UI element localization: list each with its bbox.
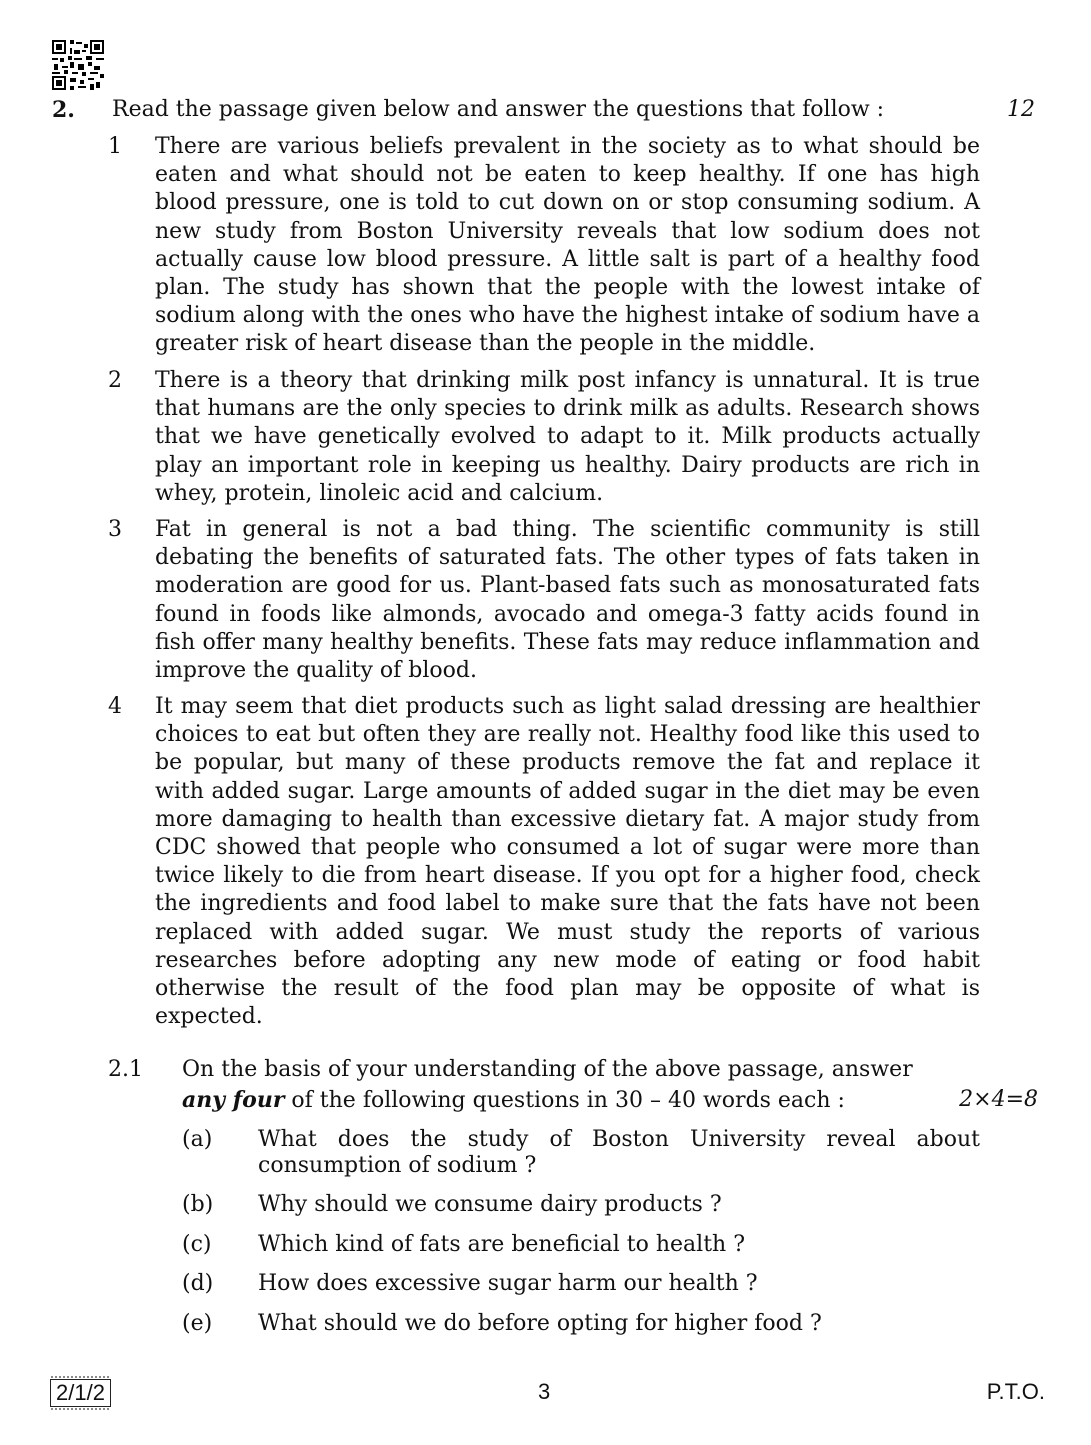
passage-paragraph-3	[108, 516, 980, 685]
subquestion-emphasis: any four	[182, 1087, 285, 1113]
option-text: How does excessive sugar harm our health ?	[258, 1271, 758, 1296]
subquestion-text	[182, 1055, 980, 1116]
option-c	[182, 1232, 980, 1258]
option-text: What should we do before opting for higher food ?	[258, 1311, 822, 1336]
paragraph-number: 1	[108, 134, 122, 159]
option-label: (a)	[182, 1127, 213, 1152]
option-text: Why should we consume dairy products ?	[258, 1192, 722, 1217]
question-intro: Read the passage given below and answer the questions that follow :	[112, 97, 885, 122]
option-label: (d)	[182, 1271, 214, 1296]
option-d	[182, 1271, 980, 1297]
option-text: Which kind of fats are beneficial to health ?	[258, 1232, 746, 1257]
option-b	[182, 1192, 980, 1218]
subquestion-text-before: On the basis of your understanding of the above passage, answer	[182, 1057, 913, 1082]
paragraph-text: There is a theory that drinking milk post infancy is unnatural. It is true that humans are the only species to drink milk as adults. Research shows that we have genetically evolved to adapt to it. Milk products actually play an important role in keeping us healthy. Dairy products are rich in whey, protein, linoleic acid and calcium.	[155, 368, 980, 506]
passage-paragraph-1	[108, 133, 980, 359]
subquestion	[108, 1055, 1038, 1116]
subquestion-number: 2.1	[108, 1057, 143, 1082]
option-a	[182, 1127, 980, 1179]
pto-label: P.T.O.	[986, 1379, 1045, 1404]
paragraph-text: It may seem that diet products such as light salad dressing are healthier choices to eat but often they are really not. Healthy food like this used to be popular, but many of these products remove the fat and replace it with added sugar. Large amounts of added sugar in the diet may be even more damaging to health than excessive dietary fat. A major study from CDC showed that people who consumed a lot of sugar were more than twice likely to die from heart disease. If you opt for a higher food, check the ingredients and food label to make sure that the fats have not been replaced with added sugar. We must study the reports of various researches before adopting any new mode of eating or food habit otherwise the result of the food plan may be opposite of what is expected.	[155, 694, 980, 1030]
paragraph-number: 2	[108, 368, 122, 393]
page-number: 3	[538, 1379, 551, 1404]
paragraph-text: Fat in general is not a bad thing. The scientific community is still debating the benefits of saturated fats. The other types of fats taken in moderation are good for us. Plant-based fats such as monosaturated fats found in foods like almonds, avocado and omega-3 fatty acids found in fish offer many healthy benefits. These fats may reduce inflammation and improve the quality of blood.	[155, 517, 980, 684]
option-label: (b)	[182, 1192, 214, 1217]
paper-code: 2/1/2	[50, 1379, 111, 1407]
paragraph-text: There are various beliefs prevalent in the society as to what should be eaten and what should not be eaten to keep healthy. If one has high blood pressure, one is told to cut down on or stop consuming sodium. A new study from Boston University reveals that low sodium does not actually cause low blood pressure. A little salt is part of a healthy food plan. The study has shown that the people with the lowest intake of sodium along with the ones who have the highest intake of sodium have a greater risk of heart disease than the people in the middle.	[155, 134, 980, 357]
passage-paragraph-2	[108, 367, 980, 508]
paragraph-number: 4	[108, 694, 122, 719]
question-number: 2.	[52, 97, 75, 123]
option-text: What does the study of Boston University reveal about consumption of sodium ?	[258, 1127, 980, 1178]
subquestion-marks: 2×4=8	[959, 1087, 1038, 1112]
qr-code-icon	[52, 40, 104, 90]
subquestion-text-after: of the following questions in 30 – 40 words each :	[284, 1088, 845, 1113]
option-label: (e)	[182, 1311, 213, 1336]
passage-paragraph-4	[108, 693, 980, 1031]
question-marks: 12	[1007, 97, 1035, 122]
option-label: (c)	[182, 1232, 212, 1257]
option-e	[182, 1311, 980, 1337]
paragraph-number: 3	[108, 517, 122, 542]
